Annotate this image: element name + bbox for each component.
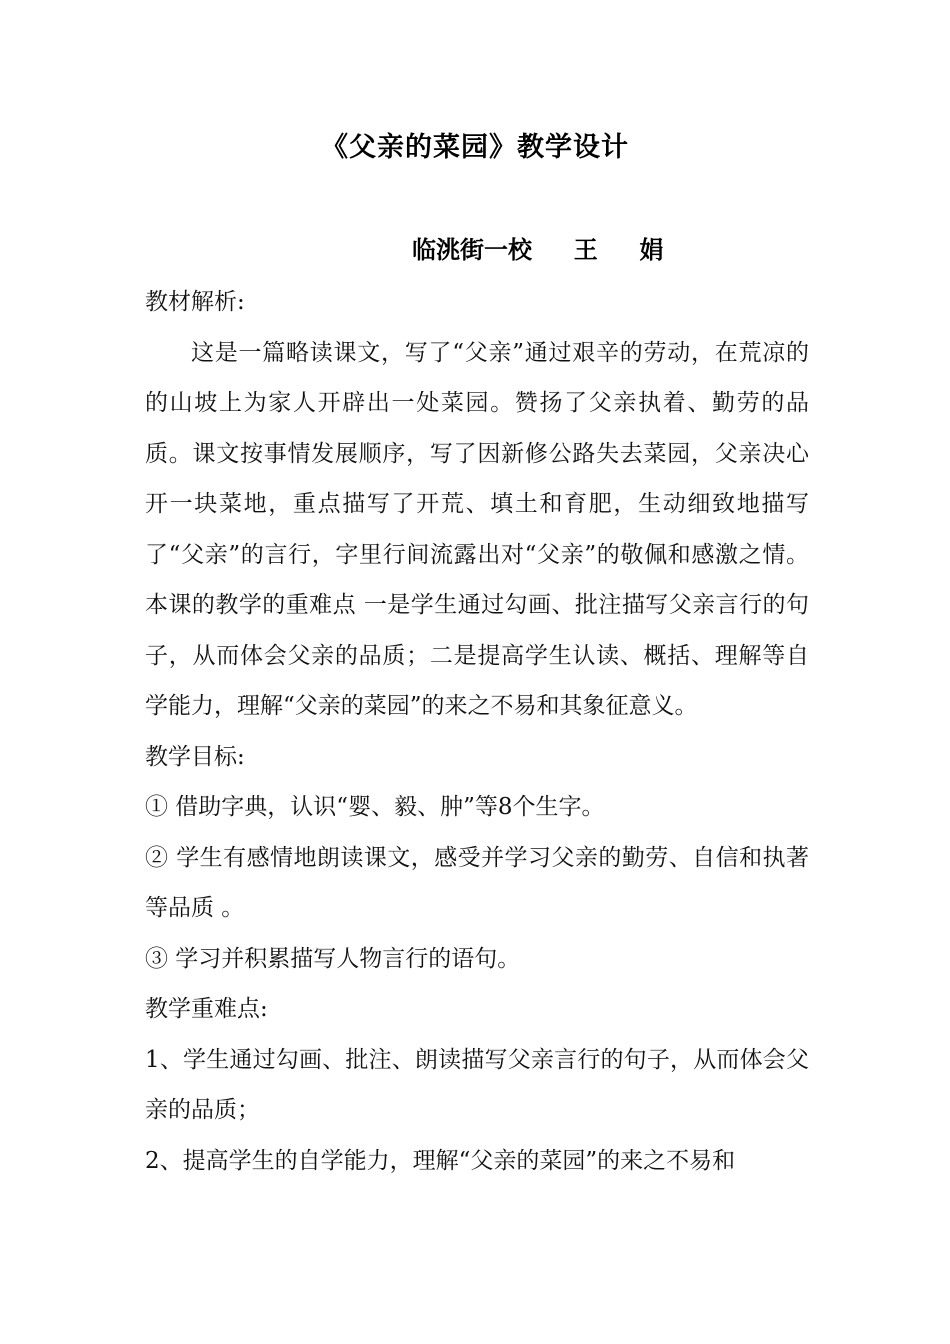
document-title: 《父亲的菜园》教学设计 [321,132,629,163]
document-body [145,277,809,1186]
section-heading-analysis: 教材解析: [145,289,245,315]
key-point-item-2: 2、提高学生的自学能力，理解“父亲的菜园”的来之不易和 [145,1147,736,1174]
goal-item-3: ③ 学习并积累描写人物言行的语句。 [145,945,521,972]
section-heading-goals: 教学目标: [145,743,245,770]
section-heading-key-points: 教学重难点: [145,996,268,1022]
goal-item-1: ① 借助字典，认识“婴、毅、肿”等8个生字。 [145,794,605,820]
analysis-paragraph: 这是一篇略读课文，写了“父亲”通过艰辛的劳动，在荒凉的的山坡上为家人开辟出一处菜园。赞扬了父亲执着、勤劳的品质。课文按事情发展顺序，写了因新修公路失去菜园，父亲决心开一块菜地，重点描写了开荒、填土和育肥，生动细致地描写了“父亲”的言行，字里行间流露出对“父亲”的敬佩和感激之情。本课的教学的重难点 一是学生通过勾画、批注描写父亲言行的句子，从而体会父亲的品质；二是提高学生认读、概括、理解等自学能力，理解“父亲的菜园”的来之不易和其象征意义。 [145,339,809,719]
key-point-item-1: 1、学生通过勾画、批注、朗读描写父亲言行的句子，从而体会父亲的品质； [145,1046,809,1123]
goal-item-2: ② 学生有感情地朗读课文，感受并学习父亲的勤劳、自信和执著等品质 。 [145,844,809,921]
author-line: 临洮街一校 王 娟 [412,236,664,264]
